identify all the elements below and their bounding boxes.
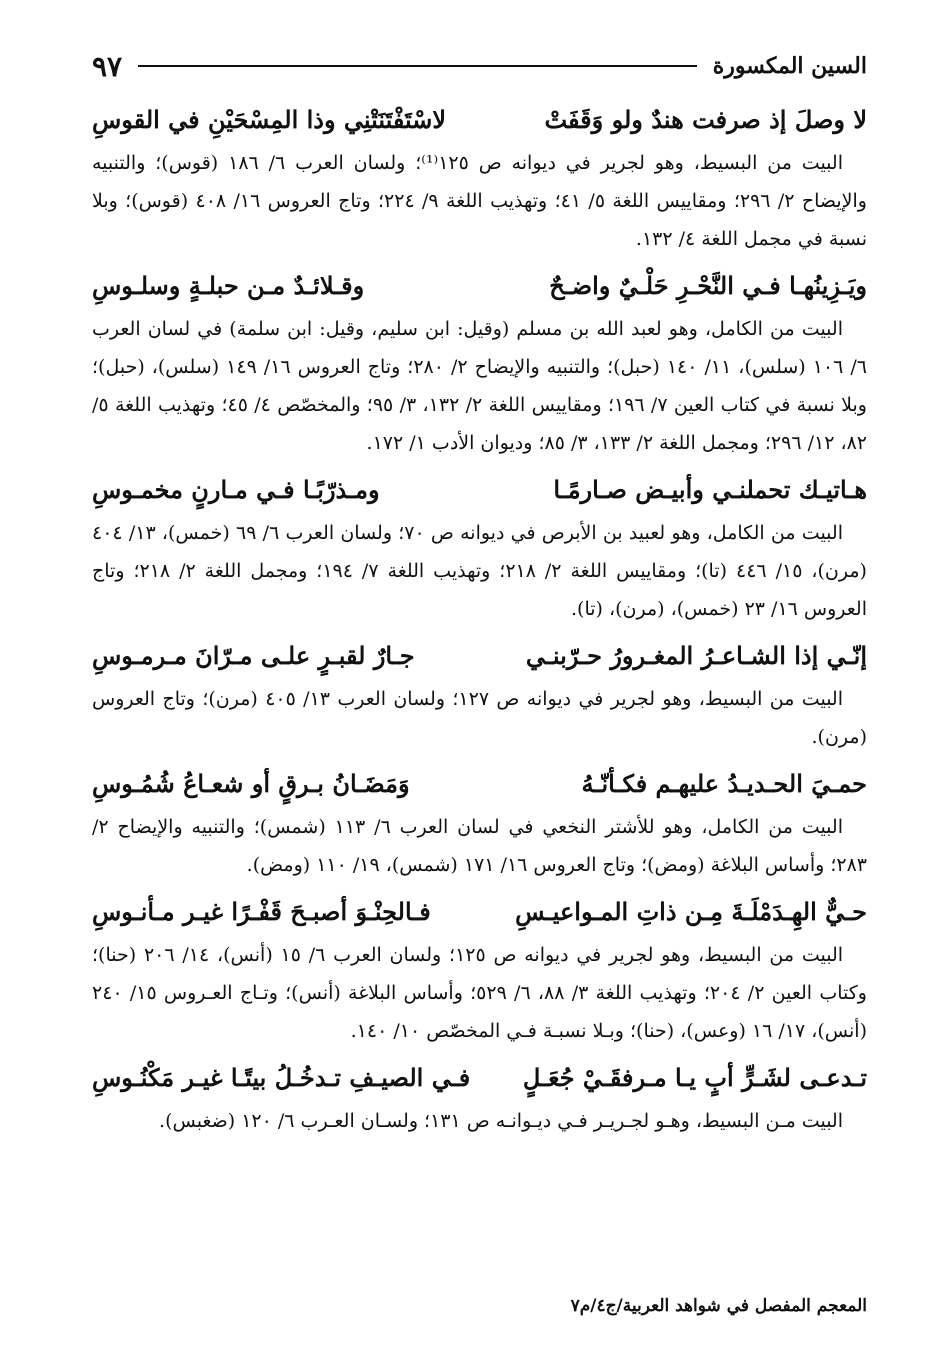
- verse-line: [92, 96, 867, 144]
- verse-note: البيت من البسيط، وهو لجرير في ديوانه ص ١٢٥؛ ولسان العرب ٦/ ١٥ (أنس)، ١٤/ ٢٠٦ (حنا)؛ وكتاب العين ٢/ ٢٠٤؛ وتهذيب اللغة ٣/ ٨٨، ٦/ ٥٢٩؛ وأساس البلاغة (أنس)؛ وتـاج العـروس ١٥/ ٢٤٠ (أنس)، ١٧/ ١٦ (وعس)، (حنا)؛ وبـلا نسبـة فـي المخصّص ١٠/ ١٤٠.: [92, 944, 867, 1042]
- first-hemistich: حـيٌّ الهِـدَمْلَـةَ مِـن ذاتِ المـواعيـسِ: [515, 897, 867, 926]
- page-footer: المعجم المفصل في شواهد العربية/ج٤/م٧: [570, 1296, 867, 1316]
- first-hemistich: لا وصلَ إذ صرفت هندٌ ولو وَقَفَتْ: [544, 105, 867, 134]
- page-number: ٩٧: [92, 49, 123, 83]
- verse-entry: [92, 888, 867, 1050]
- verse-note: البيت مـن البسيط، وهـو لجـريـر فـي ديـوانـه ص ١٣١؛ ولسـان العـرب ٦/ ١٢٠ (ضغبس).: [159, 1110, 843, 1132]
- second-hemistich: وقـلائـدٌ مـن حبلـةٍ وسلـوسِ: [92, 271, 365, 300]
- verse-note: البيت من البسيط، وهو لجرير في ديوانه ص ١٢٥⁽¹⁾؛ ولسان العرب ٦/ ١٨٦ (قوس)؛ والتنبيه والإيضاح ٢/ ٢٩٦؛ ومقاييس اللغة ٥/ ٤١؛ وتهذيب اللغة ٩/ ٢٢٤؛ وتاج العروس ١٦/ ٤٠٨ (قوس)؛ وبلا نسبة في مجمل اللغة ٤/ ١٣٢.: [92, 152, 867, 250]
- verse-line: [92, 466, 867, 514]
- verse-line: [92, 262, 867, 310]
- second-hemistich: ومـذرّبًـا فـي مـارنٍ مخمـوسِ: [92, 475, 380, 504]
- verse-note: البيت من البسيط، وهو لجرير في ديوانه ص ١٢٧؛ ولسان العرب ١٣/ ٤٠٥ (مرن)؛ وتاج العروس (مرن).: [92, 688, 867, 748]
- verse-line: [92, 632, 867, 680]
- verse-note: البيت من الكامل، وهو لعبد الله بن مسلم (وقيل: ابن سليم، وقيل: ابن سلمة) في لسان العرب ٦/ ١٠٦ (سلس)، ١١/ ١٤٠ (حبل)؛ والتنبيه والإيضاح ٢/ ٢٨٠؛ وتاج العروس ١٦/ ١٤٩ (سلس)، (حبل)؛ وبلا نسبة في كتاب العين ٧/ ١٩٦؛ ومقاييس اللغة ٢/ ١٣٢، ٣/ ٩٥؛ والمخصّص ٤/ ٤٥؛ وتهذيب اللغة ٥/ ٨٢، ١٢/ ٢٩٦؛ ومجمل اللغة ٢/ ١٣٣، ٣/ ٨٥؛ وديوان الأدب ١/ ١٧٢.: [92, 318, 867, 454]
- second-hemistich: فـي الصيـفِ تـدخُـلُ بيتًـا غيـر مَكْنُـوسِ: [92, 1063, 471, 1092]
- second-hemistich: جـارٌ لقبـرٍ علـى مـرّانَ مـرمـوسِ: [92, 641, 415, 670]
- verse-note: البيت من الكامل، وهو للأشتر النخعي في لسان العرب ٦/ ١١٣ (شمس)؛ والتنبيه والإيضاح ٢/ ٢٨٣؛ وأساس البلاغة (ومض)؛ وتاج العروس ١٦/ ١٧١ (شمس)، ١٩/ ١١٠ (ومض).: [92, 816, 867, 876]
- section-title: السين المكسورة: [712, 53, 867, 79]
- verse-line: [92, 1054, 867, 1102]
- first-hemistich: ويَـزِينُهـا فـي النَّحْـرِ حَلْـيٌ واضـحٌ: [549, 271, 867, 300]
- first-hemistich: هـاتيـك تحملنـي وأبيـض صـارمًـا: [553, 475, 867, 504]
- verse-entry: [92, 1054, 867, 1140]
- verse-entry: [92, 466, 867, 628]
- header-rule: [138, 65, 697, 67]
- first-hemistich: حمـيَ الحـديـدُ عليهـم فكـأنّـهُ: [581, 769, 867, 798]
- verse-entry: [92, 262, 867, 462]
- page-header: [92, 40, 867, 92]
- verse-entry: [92, 632, 867, 756]
- verse-entry: [92, 760, 867, 884]
- second-hemistich: لاسْتَفْتَنَتْنِي وذا المِسْحَيْنِ في القوسِ: [92, 105, 447, 134]
- verse-note: البيت من الكامل، وهو لعبيد بن الأبرص في ديوانه ص ٧٠؛ ولسان العرب ٦/ ٦٩ (خمس)، ١٣/ ٤٠٤ (مرن)، ١٥/ ٤٤٦ (تا)؛ ومقاييس اللغة ٢/ ٢١٨؛ وتهذيب اللغة ٧/ ١٩٤؛ ومجمل اللغة ٢/ ٢١٨؛ وتاج العروس ١٦/ ٢٣ (خمس)، (مرن)، (تا).: [92, 522, 867, 620]
- verse-line: [92, 760, 867, 808]
- first-hemistich: تـدعـى لشَـرٍّ أبٍ يـا مـرفقَـيْ جُعَـلٍ: [522, 1063, 867, 1092]
- first-hemistich: إنّـي إذا الشـاعـرُ المغـرورُ حـرّبنـي: [525, 641, 867, 670]
- second-hemistich: فـالحِنْـوَ أصبـحَ قَفْـرًا غيـر مـأنـوسِ: [92, 897, 431, 926]
- verse-entry: [92, 96, 867, 258]
- verse-line: [92, 888, 867, 936]
- second-hemistich: وَمَضَـانُ بـرقٍ أو شعـاعُ شُمُـوسِ: [92, 769, 410, 798]
